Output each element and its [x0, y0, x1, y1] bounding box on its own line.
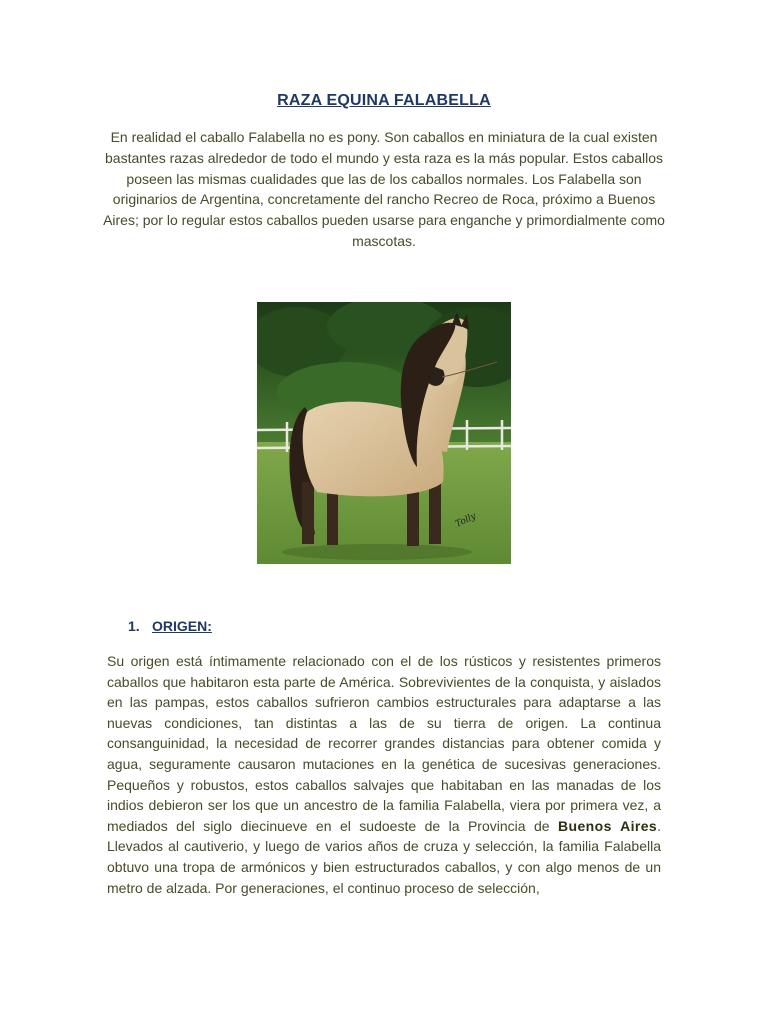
section-number: 1. — [128, 618, 140, 634]
bold-place-name: Buenos Aires — [558, 817, 658, 834]
falabella-horse-photo — [257, 302, 511, 564]
section-title: ORIGEN: — [152, 618, 212, 634]
section-heading-origen — [128, 618, 212, 634]
origen-paragraph — [107, 651, 661, 898]
photo-signature-text: Tolly — [454, 511, 478, 530]
origen-text-end: . Llevados al cautiverio, y luego de varios años de cruza y selección, la familia Falabella obtuvo una tropa de armónicos y bien estructurados caballos, y con algo menos de un metro de alzada. Por generaciones, el continuo proceso de selección, — [107, 817, 661, 896]
intro-paragraph: En realidad el caballo Falabella no es pony. Son caballos en miniatura de la cual existen bastantes razas alrededor de todo el mundo y esta raza es la más popular. Estos caballos poseen las mismas cualidades que las de los caballos normales. Los Falabella son originarios de Argentina, concretamente del rancho Recreo de Roca, próximo a Buenos Aires; por lo regular estos caballos pueden usarse para enganche y primordialmente como mascotas. — [103, 129, 665, 249]
document-title: RAZA EQUINA FALABELLA — [277, 92, 491, 109]
origen-text-start: Su origen está íntimamente relacionado con el de los rústicos y resistentes primeros caballos que habitaron esta parte de América. Sobrevivientes de la conquista, y aislados en las pampas, estos caballos sufrieron cambios estructurales para adaptarse a las nuevas condiciones, tan distintas a las de su tierra de origen. La continua consanguinidad, la necesidad de recorrer grandes distancias para obtener comida y agua, seguramente causaron mutaciones en la genética de sucesivas generaciones. Pequeños y robustos, estos caballos salvajes que habitaban en las manadas de los indios debieron ser los que un ancestro de la familia Falabella, viera por primera vez, a mediados del siglo diecinueve en el sudoeste de la Provincia de — [107, 653, 661, 834]
